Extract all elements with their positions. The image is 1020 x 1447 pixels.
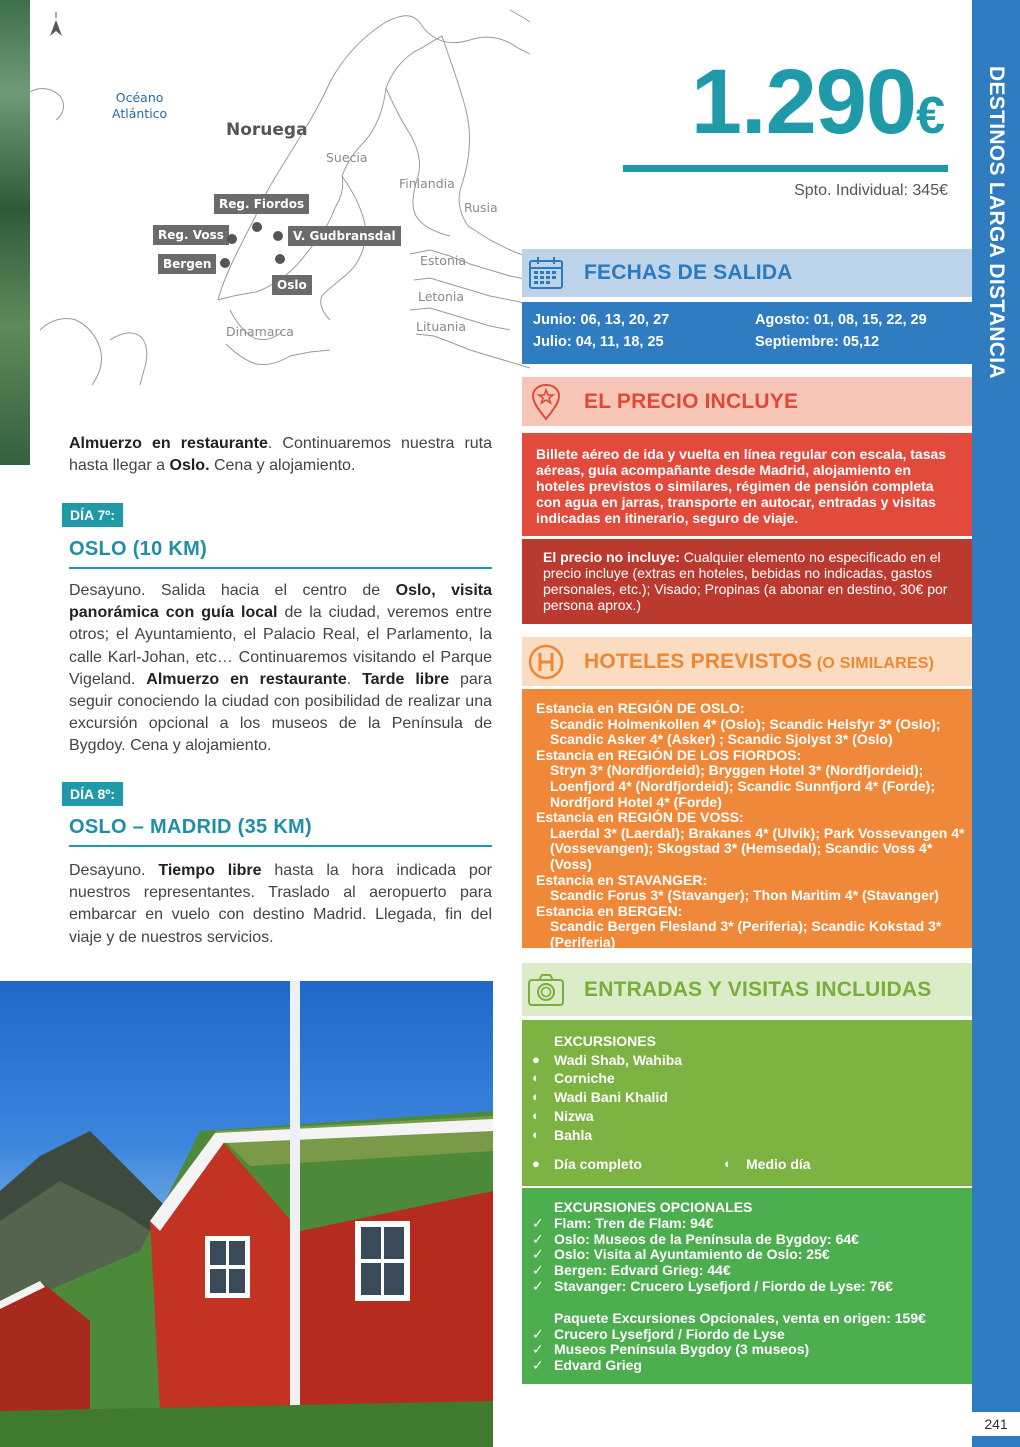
map-label-letonia: Letonia (418, 289, 465, 304)
map-tag-voss: Reg. Voss (153, 225, 229, 245)
fechas-item: Julio: 04, 11, 18, 25 (533, 334, 664, 350)
price-amount: 1.290€ (690, 51, 944, 153)
excursion-label: Corniche (554, 1070, 615, 1087)
excursion-label: Nizwa (554, 1107, 594, 1124)
fechas-header (522, 249, 972, 297)
excursion-label: Bahla (554, 1126, 593, 1143)
excursion-item (532, 1126, 972, 1145)
fechas-item: Septiembre: 05,12 (755, 334, 880, 350)
hotel-region: Estancia en BERGEN: (536, 902, 683, 919)
excursion-item (532, 1107, 972, 1126)
map-label-ocean: Océano Atlántico (112, 90, 168, 121)
check-icon: ✓ (532, 1341, 544, 1358)
location-star-icon (522, 383, 570, 421)
day8-tag: DÍA 8º: (62, 782, 123, 806)
price-supplement: Spto. Individual: 345€ (794, 182, 948, 199)
map-dot-oslo (275, 254, 285, 264)
map-tag-gudbrandsdal: V. Gudbransdal (288, 226, 401, 246)
opcional-item-label: Oslo: Museos de la Península de Bygdoy: 64€ (554, 1230, 859, 1247)
entradas-header (522, 963, 972, 1016)
excursion-label: Wadi Bani Khalid (554, 1089, 668, 1106)
hotel-line: Nordfjord Hotel 4* (Forde) (550, 793, 722, 810)
map-label-lituania: Lituania (416, 319, 466, 334)
excursion-item (532, 1088, 972, 1107)
hotel-line: (Vossevangen); Skogstad 3* (Hemsedal); Scandic Voss 4* (Voss) (550, 840, 933, 872)
day8-paragraph: Desayuno. Tiempo libre hasta la hora indicada por nuestros representantes. Traslado al aeropuerto para embarcar en vuelo con destino Madrid. Llegada, fin del viaje y de nuestros servicios. (69, 862, 493, 946)
check-icon: ✓ (532, 1246, 544, 1263)
excursion-bullet-icon: ◐ (532, 1107, 540, 1123)
check-icon: ✓ (532, 1230, 544, 1247)
opcional-item-label: Oslo: Visita al Ayuntamiento de Oslo: 25€ (554, 1246, 830, 1263)
opcionales-label: EXCURSIONES OPCIONALES (554, 1199, 753, 1215)
fechas-body (522, 302, 972, 364)
day7-paragraph: Desayuno. Salida hacia el centro de Oslo, visita panorámica con guía local de la ciudad, veremos entre otros; el Ayuntamiento, el Palacio Real, el Parlamento, la calle Karl-Johan, etc… Continuaremos visitando el Parque Vigeland. Almuerzo en restaurante. Tarde libre para seguir conociendo la ciudad con posibilidad de realizar una excursión opcional a los museos de la Península de Bygdoy. Cena y alojamiento. (69, 582, 493, 755)
opcionales-list (532, 1216, 972, 1295)
hotel-region: Estancia en REGIÓN DE VOSS: (536, 809, 744, 826)
map-tag-oslo: Oslo (272, 275, 312, 295)
fechas-item: Junio: 06, 13, 20, 27 (533, 312, 670, 328)
page-number: 241 (972, 1412, 1020, 1436)
paquete-item (532, 1358, 972, 1374)
fechas-item: Agosto: 01, 08, 15, 22, 29 (755, 312, 927, 328)
hotel-line: Laerdal 3* (Laerdal); Brakanes 4* (Ulvik); Park Vossevangen 4* (550, 824, 965, 841)
full-day-bullet-icon: ● (532, 1156, 540, 1172)
cabins-photo (0, 981, 493, 1447)
check-icon: ✓ (532, 1262, 544, 1279)
day8-title: OSLO – MADRID (35 KM) (69, 816, 492, 847)
cabins-illustration (0, 981, 493, 1447)
region-map (30, 0, 530, 385)
excursion-bullet-icon: ◐ (532, 1126, 540, 1142)
calendar-icon (522, 256, 570, 290)
hotel-line: Stryn 3* (Nordfjordeid); Bryggen Hotel 3* (Nordfjordeid); (550, 762, 924, 779)
camera-icon (522, 973, 570, 1007)
excursion-item (532, 1069, 972, 1088)
opcional-item (532, 1216, 972, 1232)
map-dot-bergen (220, 258, 230, 268)
paquete-list (532, 1327, 972, 1374)
excursiones-label: EXCURSIONES (554, 1033, 656, 1049)
compass-icon (50, 12, 62, 36)
map-dot-fiordos (252, 222, 262, 232)
paquete-label: Paquete Excursiones Opcionales, venta en origen: 159€ (554, 1309, 926, 1326)
fechas-title: FECHAS DE SALIDA (584, 261, 793, 284)
paquete-item (532, 1327, 972, 1343)
map-dot-gudbrandsdal (273, 231, 283, 241)
opcional-item (532, 1263, 972, 1279)
opcional-item-label: Bergen: Edvard Grieg: 44€ (554, 1262, 731, 1279)
paquete-item (532, 1342, 972, 1358)
hoteles-body (522, 689, 972, 948)
excursion-label: Wadi Shab, Wahiba (554, 1051, 683, 1068)
opcional-item (532, 1232, 972, 1248)
map-label-rusia: Rusia (464, 200, 498, 215)
hotel-line: Scandic Forus 3* (Stavanger); Thon Maritim 4* (Stavanger) (550, 887, 939, 904)
incluye-header (522, 377, 972, 426)
map-label-estonia: Estonia (420, 253, 467, 268)
paquete-item-label: Crucero Lysefjord / Fiordo de Lyse (554, 1325, 785, 1342)
intro-paragraph: Almuerzo en restaurante. Continuaremos nuestra ruta hasta llegar a Oslo. Cena y alojamiento. (69, 435, 493, 475)
hoteles-header (522, 637, 972, 686)
check-icon: ✓ (532, 1214, 544, 1231)
legend-half-day: Medio día (746, 1156, 811, 1173)
map-label-suecia: Suecia (326, 150, 368, 165)
excursion-bullet-icon: ◐ (532, 1089, 540, 1105)
paquete-item-label: Museos Península Bygdoy (3 museos) (554, 1341, 810, 1358)
day7-title: OSLO (10 KM) (69, 538, 492, 569)
opcionales-body (522, 1188, 972, 1384)
check-icon: ✓ (532, 1325, 544, 1342)
incluye-body: Billete aéreo de ida y vuelta en línea regular con escala, tasas aéreas, guía acompañante desde Madrid, alojamiento en hoteles previstos o similares, régimen de pensión completa con agua en jarras, transporte en autocar, entradas y visitas indicadas en itinerario, seguro de viaje. (522, 433, 972, 536)
excursion-bullet-icon: ● (532, 1051, 540, 1067)
opcional-item-label: Flam: Tren de Flam: 94€ (554, 1214, 714, 1231)
check-icon: ✓ (532, 1277, 544, 1294)
hoteles-title: HOTELES PREVISTOS (O SIMILARES) (584, 649, 935, 673)
opcional-item (532, 1279, 972, 1295)
edge-photo (0, 0, 30, 465)
excursiones-body (522, 1020, 972, 1186)
excursiones-legend (532, 1155, 972, 1174)
day7-tag: DÍA 7º: (62, 503, 123, 527)
hotel-region: Estancia en STAVANGER: (536, 871, 708, 888)
map-label-noruega: Noruega (226, 120, 308, 140)
hotel-line: Scandic Holmenkollen 4* (Oslo); Scandic Helsfyr 3* (Oslo); (550, 715, 941, 732)
excursion-bullet-icon: ◐ (532, 1070, 540, 1086)
paquete-item-label: Edvard Grieg (554, 1357, 642, 1374)
hotel-h-icon (522, 644, 570, 680)
map-label-dinamarca: Dinamarca (226, 324, 294, 339)
legend-full-day: Día completo (554, 1156, 642, 1173)
half-day-bullet-icon: ◐ (724, 1156, 732, 1172)
excursion-item (532, 1051, 972, 1070)
opcional-item (532, 1247, 972, 1263)
map-label-finlandia: Finlandia (399, 176, 455, 191)
hotel-region: Estancia en REGIÓN DE LOS FIORDOS: (536, 746, 802, 763)
check-icon: ✓ (532, 1357, 544, 1374)
hotel-line: Scandic Asker 4* (Asker) ; Scandic Sjolyst 3* (Oslo) (550, 731, 893, 748)
price-underline (623, 165, 948, 172)
map-tag-bergen: Bergen (158, 254, 216, 274)
map-tag-fiordos: Reg. Fiordos (214, 194, 309, 214)
excursiones-list (532, 1051, 972, 1145)
hotel-line: Scandic Bergen Flesland 3* (Periferia); Scandic Kokstad 3* (550, 918, 942, 935)
sidebar-title: DESTINOS LARGA DISTANCIA (985, 66, 1008, 379)
opcional-item-label: Stavanger: Crucero Lysefjord / Fiordo de Lyse: 76€ (554, 1277, 893, 1294)
no-incluye-body: El precio no incluye: Cualquier elemento no especificado en el precio incluye (extras en hoteles, bebidas no indicadas, gastos personales, etc.); Visado; Propinas (a abonar en destino, 30€ por persona aprox.) (522, 539, 972, 624)
incluye-title: EL PRECIO INCLUYE (584, 389, 799, 413)
map-dot-voss (227, 234, 237, 244)
hotel-region: Estancia en REGIÓN DE OSLO: (536, 700, 745, 716)
hotel-line: Loenfjord 4* (Nordfjordeid); Scandic Sunnfjord 4* (Forde); (550, 777, 935, 794)
hotel-line: (Periferia) (550, 933, 616, 950)
entradas-title: ENTRADAS Y VISITAS INCLUIDAS (584, 977, 932, 1001)
